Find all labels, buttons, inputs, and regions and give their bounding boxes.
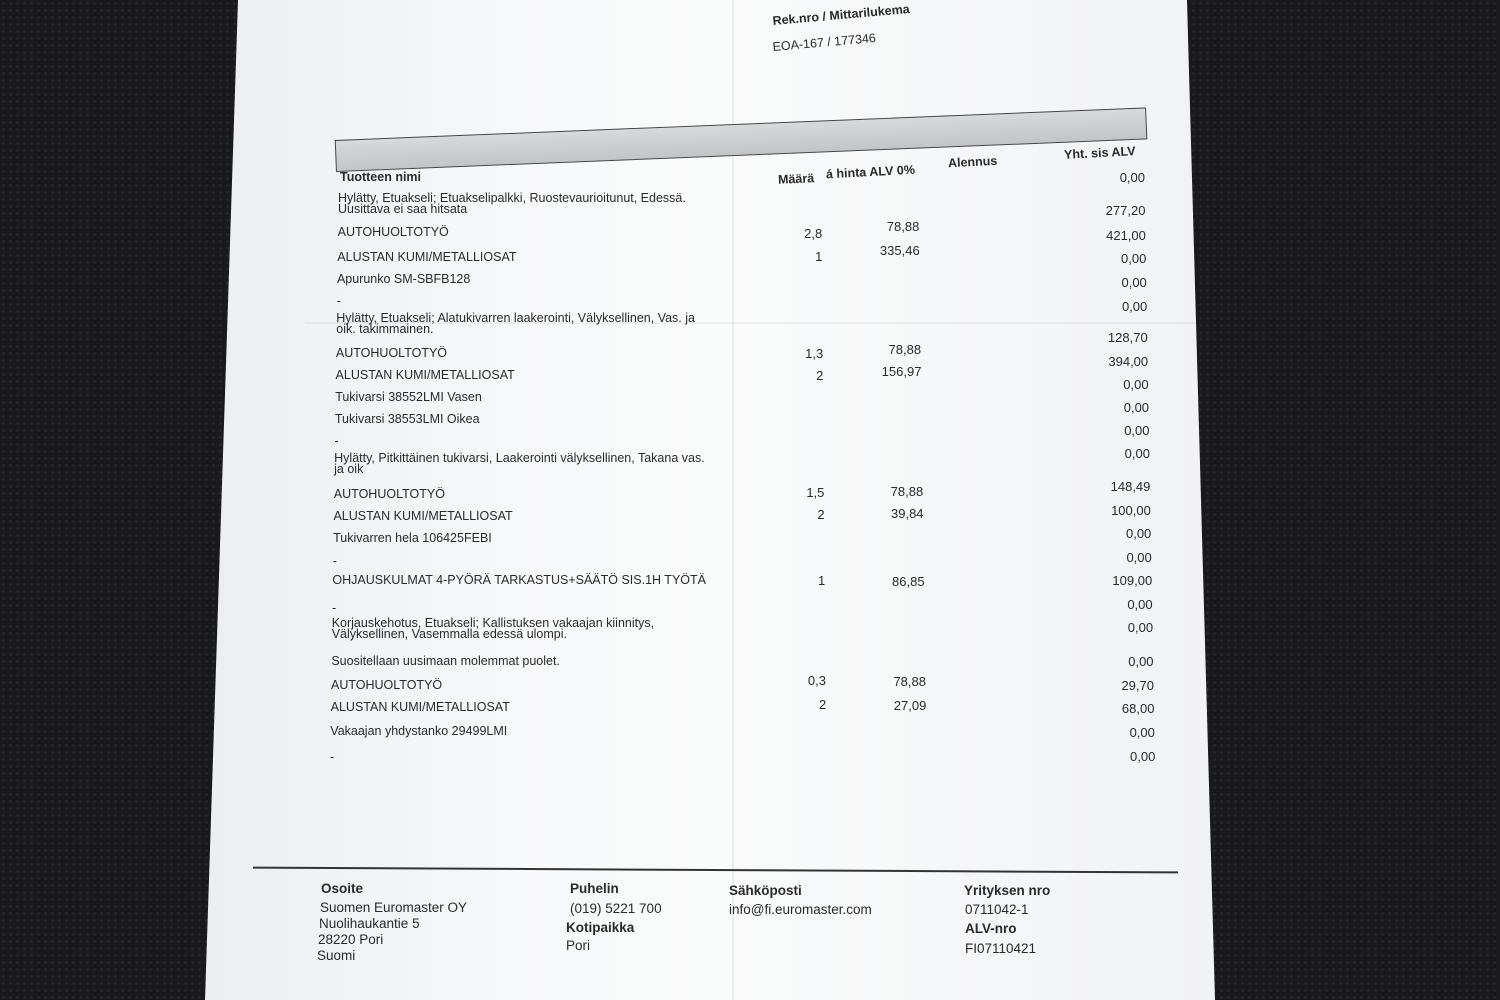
line-item-total: 148,49	[1110, 479, 1151, 494]
line-item-qty: 1,3	[805, 346, 824, 361]
line-item-name	[334, 453, 705, 475]
line-item-name-text: AUTOHUOLTOTYÖ	[335, 346, 448, 360]
home-label: Kotipaikka	[566, 920, 635, 935]
line-item-name	[337, 296, 341, 307]
line-item-total: 0,00	[1121, 275, 1147, 290]
line-item-name-text: OHJAUSKULMAT 4-PYÖRÄ TARKASTUS+SÄÄTÖ SIS.1H TYÖTÄ	[332, 573, 706, 587]
col-qty-header: Määrä	[777, 171, 815, 187]
line-item-name	[332, 603, 336, 614]
footer-divider	[253, 867, 1178, 874]
address-label: Osoite	[321, 881, 364, 896]
table-header-bar	[335, 107, 1148, 172]
line-item-total: 109,00	[1112, 573, 1153, 588]
line-item-name	[331, 680, 442, 691]
line-item-name-text: AUTOHUOLTOTYÖ	[331, 678, 443, 692]
line-item-name-text: Suositellaan uusimaan molemmat puolet.	[331, 654, 560, 668]
line-item-total: 0,00	[1123, 400, 1150, 415]
line-item-name-text: Vakaajan yhdystanko 29499LMI	[330, 724, 508, 738]
line-item-name	[330, 726, 507, 737]
line-item-price: 78,88	[888, 342, 922, 357]
address-line-4: Suomi	[317, 948, 356, 963]
line-item-price: 27,09	[893, 698, 927, 713]
line-item-name-text: -	[332, 554, 337, 568]
line-item-name-text: Apurunko SM-SBFB128	[336, 272, 471, 286]
line-item-name-text-2: oik. takimmainen.	[336, 322, 434, 336]
line-item-price: 39,84	[891, 506, 924, 521]
company-no-value: 0711042-1	[965, 902, 1029, 917]
line-item-name	[336, 370, 515, 381]
line-item-name	[334, 489, 445, 500]
company-no-label: Yrityksen nro	[964, 883, 1051, 898]
line-item-name-text-2: Välyksellinen, Vasemmalla edessä ulompi.	[331, 627, 567, 641]
line-item-price: 78,88	[890, 484, 924, 499]
phone-label: Puhelin	[570, 881, 619, 896]
email-label: Sähköposti	[729, 883, 802, 898]
line-item-name-text-2: Uusittava ei saa hitsata	[338, 202, 468, 216]
line-item-name-text: AUTOHUOLTOTYÖ	[333, 487, 445, 501]
line-item-name-text: ALUSTAN KUMI/METALLIOSAT	[335, 368, 515, 382]
address-line-2: Nuolihaukantie 5	[319, 916, 420, 931]
line-item-name	[335, 414, 480, 425]
phone-value: (019) 5221 700	[570, 901, 662, 916]
address-line-1: Suomen Euromaster OY	[320, 900, 468, 915]
line-item-name-text: ALUSTAN KUMI/METALLIOSAT	[330, 700, 510, 714]
line-item-qty: 2	[817, 507, 825, 522]
line-item-name-text: Hylätty, Etuakseli; Etuakselipalkki, Ruostevaurioitunut, Edessä.	[338, 191, 686, 205]
line-item-price: 335,46	[879, 243, 920, 258]
line-item-name-text-2: ja oik	[334, 462, 364, 476]
line-item-total: 0,00	[1121, 299, 1148, 314]
line-item-total: 421,00	[1106, 228, 1146, 243]
line-item-name-text: -	[332, 601, 337, 615]
col-total-header: Yht. sis ALV	[1063, 144, 1136, 162]
line-item-total: 0,00	[1124, 423, 1150, 438]
line-item-price: 86,85	[892, 574, 925, 589]
line-item-name	[333, 556, 337, 567]
line-item-name-text: Hylätty, Pitkittäinen tukivarsi, Laakerointi välyksellinen, Takana vas.	[334, 451, 705, 465]
line-item-total: 0,00	[1123, 377, 1149, 392]
line-item-total: 0,00	[1129, 725, 1155, 740]
line-item-price: 78,88	[893, 674, 926, 689]
line-item-total: 0,00	[1127, 620, 1154, 635]
line-item-name	[331, 656, 560, 667]
line-item-name	[336, 348, 447, 359]
line-item-name-text: -	[336, 294, 341, 308]
line-item-price: 78,88	[886, 219, 920, 234]
line-item-name	[337, 274, 470, 285]
line-item-price: 156,97	[881, 364, 922, 379]
line-item-total: 0,00	[1119, 170, 1145, 185]
line-item-name	[333, 533, 492, 544]
line-item-name	[331, 702, 510, 713]
line-item-name	[332, 575, 706, 586]
line-item-qty: 2	[816, 368, 824, 383]
line-item-total: 394,00	[1108, 354, 1149, 369]
line-item-total: 0,00	[1128, 654, 1154, 669]
line-item-name	[336, 313, 695, 335]
col-discount-header: Alennus	[947, 153, 998, 171]
line-item-name	[335, 436, 339, 447]
line-item-qty: 1	[815, 249, 823, 264]
line-item-total: 68,00	[1121, 701, 1155, 716]
col-product-header: Tuotteen nimi	[340, 170, 422, 184]
line-item-name-text: -	[334, 434, 339, 448]
line-item-name	[337, 252, 516, 263]
line-item-qty: 1	[817, 573, 826, 588]
line-item-total: 29,70	[1121, 678, 1154, 693]
line-item-total: 0,00	[1124, 446, 1150, 461]
line-item-name	[338, 193, 686, 215]
line-item-qty: 2,8	[804, 226, 823, 241]
line-item-name	[332, 618, 654, 640]
line-item-total: 0,00	[1125, 526, 1152, 541]
line-item-name	[335, 392, 482, 403]
line-item-total: 0,00	[1130, 749, 1156, 764]
line-item-total: 0,00	[1126, 550, 1152, 565]
registration-value: EOA-167 / 177346	[772, 30, 877, 54]
line-item-qty: 1,5	[806, 485, 825, 500]
line-item-total: 277,20	[1105, 203, 1146, 218]
line-item-total: 0,00	[1127, 597, 1153, 612]
vat-value: FI07110421	[965, 941, 1037, 956]
line-item-name-text: ALUSTAN KUMI/METALLIOSAT	[333, 509, 513, 523]
line-item-name-text: -	[329, 750, 335, 764]
vat-label: ALV-nro	[965, 921, 1017, 936]
line-item-name	[338, 227, 449, 238]
line-item-name-text: Korjauskehotus, Etuakseli; Kallistuksen vakaajan kiinnitys,	[331, 616, 655, 630]
line-item-name	[333, 511, 512, 522]
line-item-total: 100,00	[1111, 503, 1151, 518]
line-item-qty: 0,3	[807, 673, 826, 688]
line-item-name-text: Tukivarsi 38552LMI Vasen	[335, 390, 482, 404]
line-item-qty: 2	[818, 697, 827, 712]
address-line-3: 28220 Pori	[318, 932, 384, 947]
line-item-name-text: Tukivarren hela 106425FEBI	[333, 531, 492, 545]
line-item-total: 128,70	[1107, 330, 1148, 345]
line-item-name-text: Hylätty, Etuakseli; Alatukivarren laakerointi, Välyksellinen, Vas. ja	[336, 311, 695, 325]
col-unit-price-header: á hinta ALV 0%	[825, 162, 916, 182]
registration-label: Rek.nro / Mittarilukema	[772, 2, 911, 28]
line-item-total: 0,00	[1121, 251, 1147, 266]
line-item-name-text: Tukivarsi 38553LMI Oikea	[334, 412, 480, 426]
email-value: info@fi.euromaster.com	[729, 902, 872, 917]
line-item-name	[330, 752, 334, 763]
home-value: Pori	[566, 938, 591, 953]
line-item-name-text: ALUSTAN KUMI/METALLIOSAT	[337, 250, 517, 264]
line-item-name-text: AUTOHUOLTOTYÖ	[337, 225, 449, 239]
